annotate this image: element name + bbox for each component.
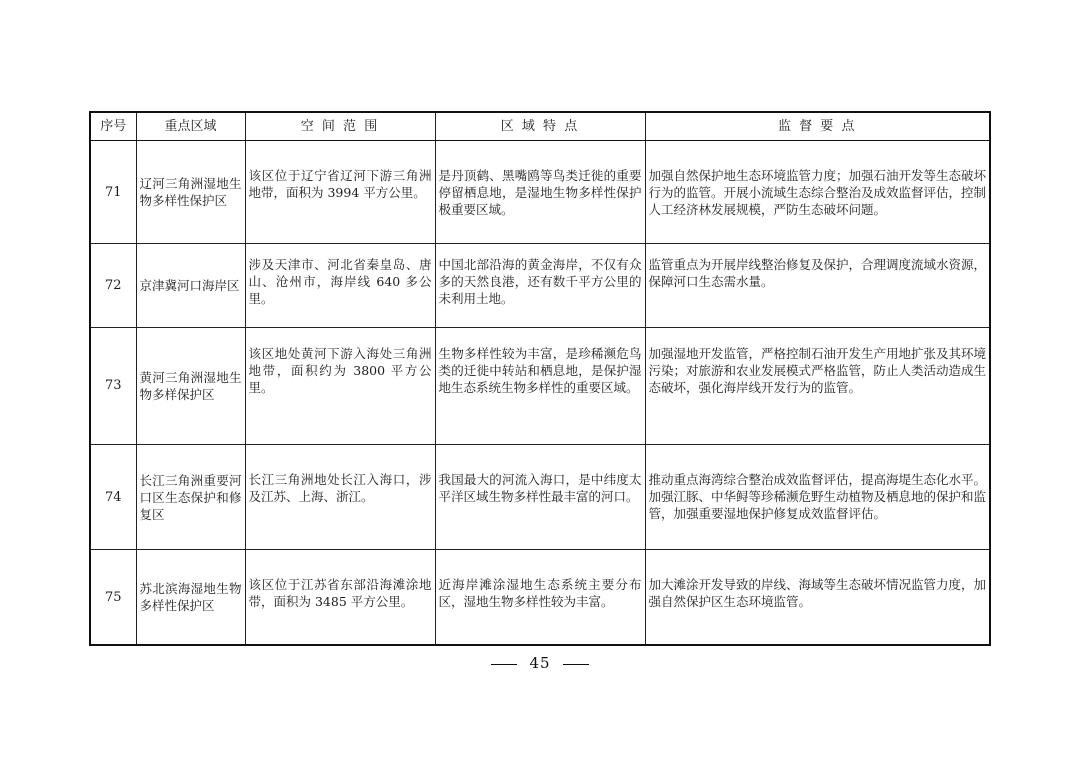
table-row: [90, 244, 990, 328]
page-footer: [0, 654, 1080, 672]
page-number: 45: [529, 654, 551, 672]
left-dash: [491, 664, 517, 665]
row-key-points: 加强自然保护地生态环境监管力度；加强石油开发等生态破坏行为的监管。开展小流域生态综合整治及成效监督评估，控制人工经济林发展规模，严防生态破坏问题。: [645, 141, 990, 244]
header-scope: 空 间 范 围: [245, 112, 435, 141]
row-feature: 是丹顶鹤、黑嘴鸥等鸟类迁徙的重要停留栖息地，是湿地生物多样性保护极重要区域。: [435, 141, 645, 244]
row-scope: 涉及天津市、河北省秦皇岛、唐山、沧州市，海岸线 640 多公里。: [245, 244, 435, 328]
row-feature: 中国北部沿海的黄金海岸，不仅有众多的天然良港，还有数千平方公里的未利用土地。: [435, 244, 645, 328]
row-seq: 71: [90, 141, 136, 244]
row-key-points: 加强湿地开发监管，严格控制石油开发生产用地扩张及其环境污染；对旅游和农业发展模式严格监管，防止人类活动造成生态破坏，强化海岸线开发行为的监管。: [645, 327, 990, 444]
header-key-points: 监 督 要 点: [645, 112, 990, 141]
table-row: [90, 550, 990, 645]
row-scope: 该区地处黄河下游入海处三角洲地带，面积约为 3800 平方公里。: [245, 327, 435, 444]
row-region: 苏北滨海湿地生物多样性保护区: [136, 550, 245, 645]
row-feature: 生物多样性较为丰富，是珍稀濒危鸟类的迁徙中转站和栖息地，是保护湿地生态系统生物多样性的重要区域。: [435, 327, 645, 444]
row-scope: 长江三角洲地处长江入海口，涉及江苏、上海、浙江。: [245, 445, 435, 550]
key-regions-table: [89, 111, 991, 646]
header-region: 重点区域: [136, 112, 245, 141]
header-feature: 区 域 特 点: [435, 112, 645, 141]
row-region: 长江三角洲重要河口区生态保护和修复区: [136, 445, 245, 550]
row-key-points: 推动重点海湾综合整治成效监督评估，提高海堤生态化水平。加强江豚、中华鲟等珍稀濒危野生动植物及栖息地的保护和监管，加强重要湿地保护修复成效监督评估。: [645, 445, 990, 550]
row-seq: 75: [90, 550, 136, 645]
row-key-points: 加大滩涂开发导致的岸线、海域等生态破坏情况监管力度，加强自然保护区生态环境监管。: [645, 550, 990, 645]
row-scope: 该区位于江苏省东部沿海滩涂地带，面积为 3485 平方公里。: [245, 550, 435, 645]
row-feature: 近海岸滩涂湿地生态系统主要分布区，湿地生物多样性较为丰富。: [435, 550, 645, 645]
row-region: 辽河三角洲湿地生物多样性保护区: [136, 141, 245, 244]
row-seq: 72: [90, 244, 136, 328]
row-feature: 我国最大的河流入海口，是中纬度太平洋区域生物多样性最丰富的河口。: [435, 445, 645, 550]
row-scope: 该区位于辽宁省辽河下游三角洲地带，面积为 3994 平方公里。: [245, 141, 435, 244]
table-row: [90, 141, 990, 244]
row-seq: 73: [90, 327, 136, 444]
table-row: [90, 327, 990, 444]
row-region: 京津冀河口海岸区: [136, 244, 245, 328]
header-seq: 序号: [90, 112, 136, 141]
right-dash: [563, 664, 589, 665]
row-seq: 74: [90, 445, 136, 550]
row-key-points: 监管重点为开展岸线整治修复及保护，合理调度流域水资源，保障河口生态需水量。: [645, 244, 990, 328]
table-row: [90, 445, 990, 550]
table-header-row: [90, 112, 990, 141]
row-region: 黄河三角洲湿地生物多样保护区: [136, 327, 245, 444]
